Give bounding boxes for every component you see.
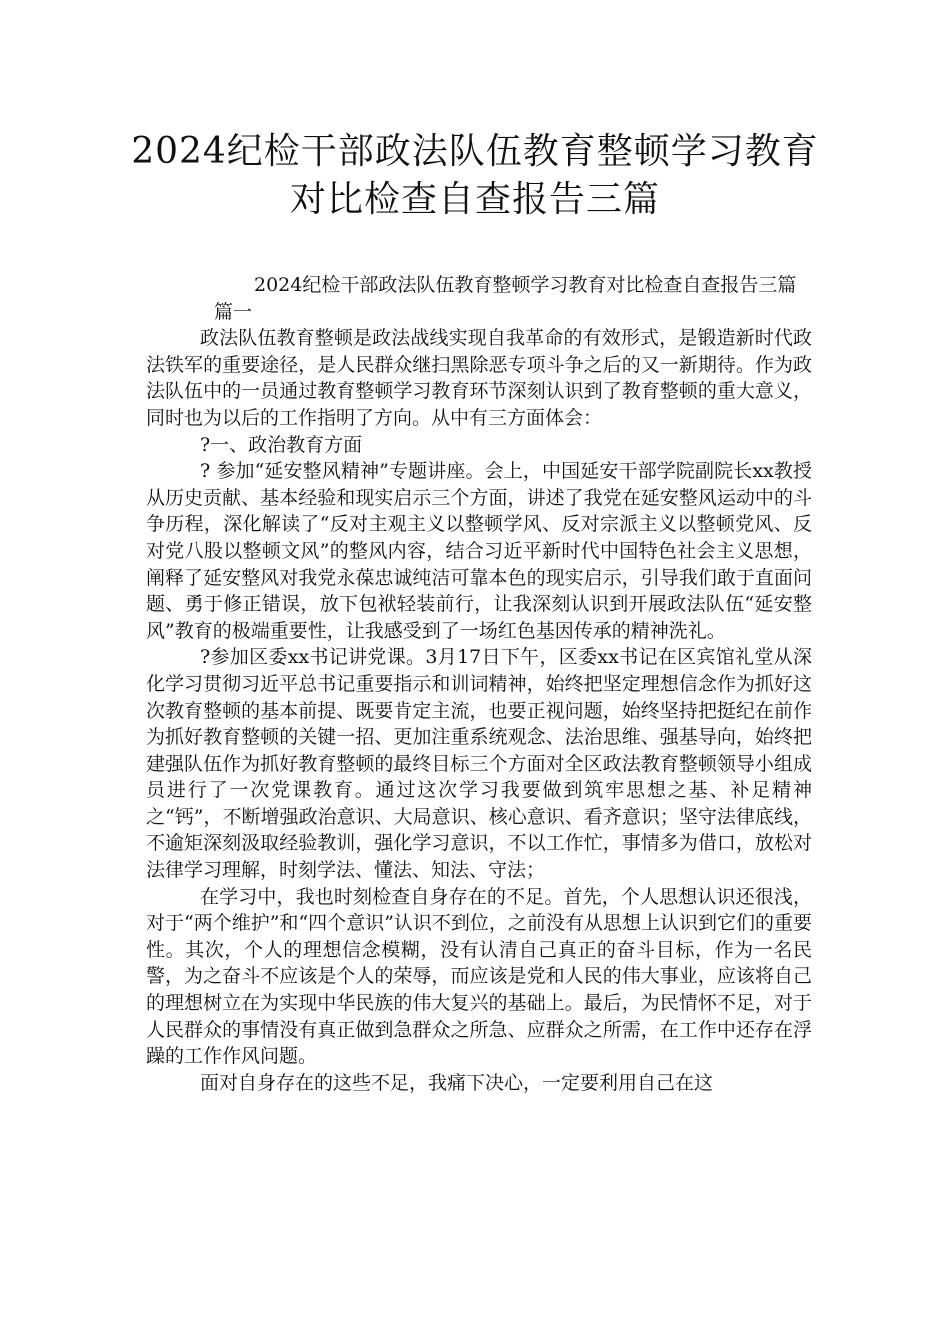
section-heading: 篇一 xyxy=(214,300,253,323)
paragraph-shortcomings: 在学习中，我也时刻检查自身存在的不足。首先，个人思想认识还很浅，对于“两个维护”和“四个意识”认识不到位，之前没有从思想上认识到它们的重要性。其次，个人的理想信念模糊，没有认清自己真正的奋斗目标，作为一名民警，为之奋斗不应该是个人的荣辱，而应该是党和人民的伟大事业，应该将自己的理想树立在为实现中华民族的伟大复兴的基础上。最后，为民情怀不足，对于人民群众的事情没有真正做到急群众之所急、应群众之所需，在工作中还存在浮躁的工作作风问题。 xyxy=(146,885,812,1068)
document-title xyxy=(100,128,850,224)
paragraph-party-lecture: ?参加区委xx书记讲党课。3月17日下午，区委xx书记在区宾馆礼堂从深化学习贯彻习近平总书记重要指示和训词精神，始终把坚定理想信念作为抓好这次教育整顿的基本前提、既要肯定主流，也要正视问题，始终坚持把挺纪在前作为抓好教育整顿的关键一招、更加注重系统观念、法治思维、强基导向，始终把建强队伍作为抓好教育整顿的最终目标三个方面对全区政法教育整顿领导小组成员进行了一次党课教育。通过这次学习我要做到筑牢思想之基、补足精神之“钙”，不断增强政治意识、大局意识、核心意识、看齐意识；坚守法律底线，不逾矩深刻汲取经验教训，强化学习意识，不以工作忙，事情多为借口，放松对法律学习理解，时刻学法、懂法、知法、守法； xyxy=(146,646,812,882)
subtitle: 2024纪检干部政法队伍教育整顿学习教育对比检查自查报告三篇 xyxy=(254,274,797,296)
paragraph-resolution: 面对自身存在的这些不足，我痛下决心，一定要利用自己在这 xyxy=(200,1071,714,1094)
title-line-1: 2024纪检干部政法队伍教育整顿学习教育 xyxy=(131,131,819,172)
paragraph-intro: 政法队伍教育整顿是政法战线实现自我革命的有效形式，是锻造新时代政法铁军的重要途径，是人民群众继扫黑除恶专项斗争之后的又一新期待。作为政法队伍中的一员通过教育整顿学习教育环节深刻认识到了教育整顿的重大意义，同时也为以后的工作指明了方向。从中有三方面体会： xyxy=(146,327,812,429)
paragraph-yanan-lecture: ? 参加“延安整风精神”专题讲座。会上，中国延安干部学院副院长xx教授从历史贡献、基本经验和现实启示三个方面，讲述了我党在延安整风运动中的斗争历程，深化解读了“反对主观主义以整顿学风、反对宗派主义以整顿党风、反对党八股以整顿文风”的整风内容，结合习近平新时代中国特色社会主义思想，阐释了延安整风对我党永葆忠诚纯洁可靠本色的现实启示，引导我们敢于直面问题、勇于修正错误，放下包袱轻装前行，让我深刻认识到开展政法队伍“延安整风”教育的极端重要性，让我感受到了一场红色基因传承的精神洗礼。 xyxy=(146,460,812,642)
title-line-2: 对比检查自查报告三篇 xyxy=(289,179,660,220)
paragraph-heading-political: ?一、政治教育方面 xyxy=(200,433,363,456)
document-body xyxy=(146,272,812,1096)
